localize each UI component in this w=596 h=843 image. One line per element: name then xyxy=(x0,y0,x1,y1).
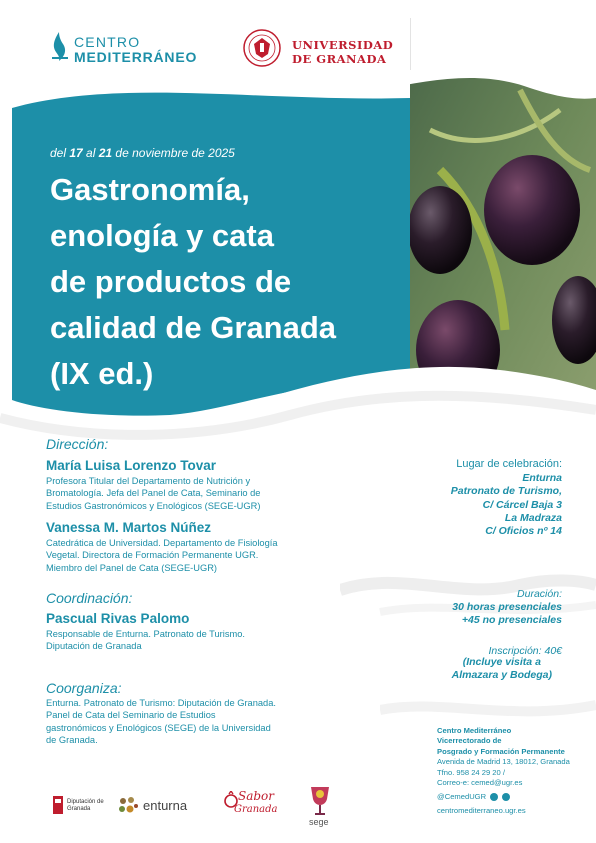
ugr-line2: DE GRANADA xyxy=(292,52,387,66)
ugr-line1: UNIVERSIDAD xyxy=(292,38,394,52)
social-handle[interactable]: @CemedUGR xyxy=(437,792,510,801)
decorative-wave-2 xyxy=(380,690,596,730)
coorganiza-desc: Enturna. Patronato de Turismo: Diputación de Granada. Panel de Cata del Seminario de Estudios gastronómicos y Enológicos (SEGE) de la Universidad de Granada. xyxy=(46,698,276,745)
coordinator-desc: Responsable de Enturna. Patronato de Turismo. Diputación de Granada xyxy=(46,629,245,652)
diputacion-emblem-icon xyxy=(52,795,64,815)
enturna-logo: enturna xyxy=(117,795,217,817)
enturna-dots-icon xyxy=(117,795,139,817)
venue-address: Enturna Patronato de Turismo, C/ Cárcel Baja 3 La Madraza C/ Oficios nº 14 xyxy=(450,472,562,538)
flame-icon xyxy=(48,30,70,62)
inscription-label: Inscripción: 40€ xyxy=(488,645,562,657)
ugr-logo xyxy=(242,28,392,72)
director-1-desc: Profesora Titular del Departamento de Nutrición y Bromatología. Jefa del Panel de Cata, Seminario de Estudios Gastronómicos y Enológicos (SEGE-UGR) xyxy=(46,476,261,511)
facebook-icon[interactable] xyxy=(490,793,498,801)
course-title: Gastronomía, enología y cata de productos de calidad de Granada (IX ed.) xyxy=(50,172,336,391)
duration-detail: 30 horas presenciales +45 no presenciales xyxy=(452,601,562,626)
centro-mediterraneo-logo xyxy=(48,28,208,68)
diputacion-logo: Diputación de Granada xyxy=(52,795,112,817)
wine-glass-icon xyxy=(307,785,333,817)
director-2-desc: Catedrática de Universidad. Departamento de Fisiología Vegetal. Directora de Formación Permanente UGR. Miembro del Panel de Cata (SEGE-UGR) xyxy=(46,538,278,573)
duration-label: Duración: xyxy=(517,588,562,600)
ugr-seal-icon xyxy=(242,28,282,68)
coordinator-name: Pascual Rivas Palomo xyxy=(46,611,190,626)
event-dates: del 17 al 21 de noviembre de 2025 xyxy=(50,146,235,160)
sege-logo: sege xyxy=(305,785,335,830)
cm-logo-line1: CENTRO xyxy=(74,34,141,50)
sabor-granada-logo: Sabor Granada xyxy=(224,787,284,823)
direccion-heading: Dirección: xyxy=(46,436,109,452)
cm-logo-line2: MEDITERRÁNEO xyxy=(74,49,198,65)
inscription-detail: (Incluye visita a Almazara y Bodega) xyxy=(451,656,552,681)
contact-block: Centro Mediterráneo Vicerrectorado de Posgrado y Formación Permanente Avenida de Madrid 13, 18012, Granada Tfno. 958 24 29 20 / Correo-e: cemed@ugr.es xyxy=(437,726,570,788)
director-2-name: Vanessa M. Martos Núñez xyxy=(46,520,212,535)
director-1-name: María Luisa Lorenzo Tovar xyxy=(46,458,217,473)
venue-label: Lugar de celebración: xyxy=(456,458,562,470)
twitter-icon[interactable] xyxy=(502,793,510,801)
coorganiza-heading: Coorganiza: xyxy=(46,680,122,696)
coordinacion-heading: Coordinación: xyxy=(46,590,133,606)
website-link[interactable]: centromediterraneo.ugr.es xyxy=(437,806,526,815)
